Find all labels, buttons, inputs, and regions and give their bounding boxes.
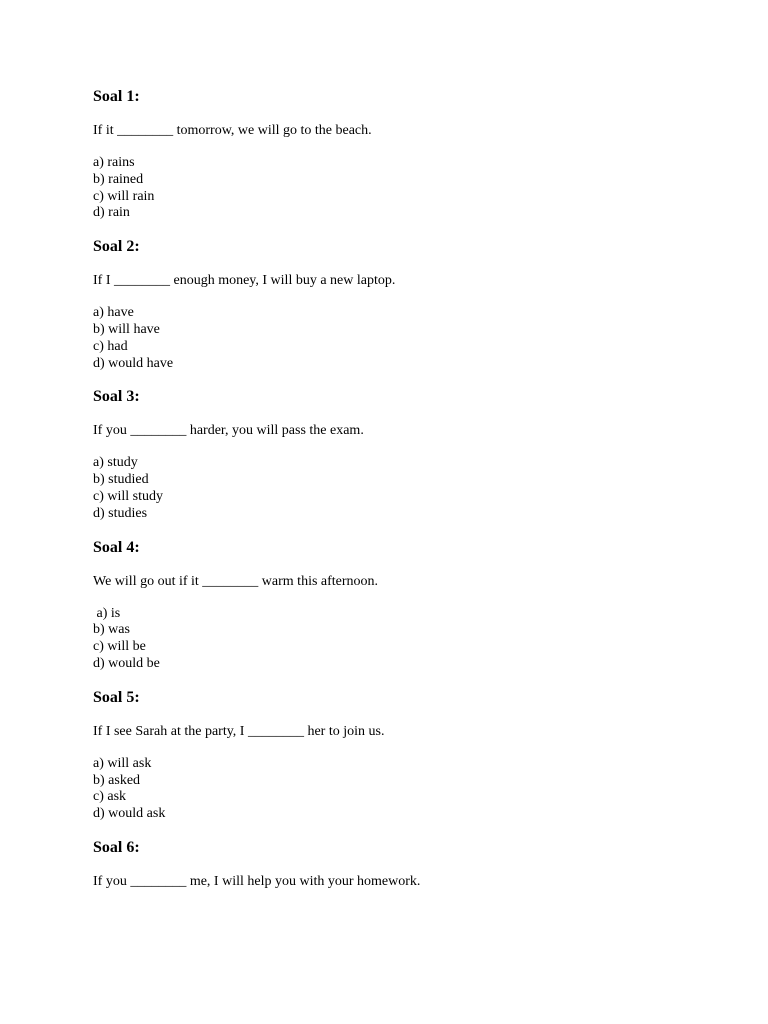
option-a: a) will ask [93, 755, 152, 771]
question-2 [93, 237, 713, 372]
answer-options [93, 455, 713, 522]
option-c: c) will rain [93, 188, 155, 204]
option-a: a) have [93, 305, 134, 321]
option-d: d) studies [93, 505, 148, 521]
answer-options [93, 155, 713, 222]
option-d: d) would ask [93, 806, 166, 822]
option-b: b) was [93, 622, 130, 638]
answer-options [93, 756, 713, 823]
option-d: d) would be [93, 655, 160, 671]
question-5 [93, 688, 713, 823]
question-title: Soal 3: [93, 388, 140, 406]
option-a: a) is [93, 605, 121, 621]
question-3 [93, 387, 713, 522]
option-c: c) will study [93, 488, 163, 504]
question-title: Soal 5: [93, 688, 140, 706]
answer-options [93, 606, 713, 673]
option-b: b) rained [93, 171, 144, 187]
option-b: b) will have [93, 321, 160, 337]
question-text: We will go out if it ________ warm this afternoon. [93, 573, 379, 589]
option-b: b) asked [93, 772, 141, 788]
question-6 [93, 838, 713, 891]
question-title: Soal 6: [93, 838, 140, 856]
answer-options [93, 305, 713, 372]
question-title: Soal 4: [93, 538, 140, 556]
option-d: d) would have [93, 355, 174, 371]
document-page [93, 87, 713, 891]
option-c: c) had [93, 338, 128, 354]
option-d: d) rain [93, 205, 130, 221]
question-text: If you ________ me, I will help you with your homework. [93, 873, 421, 889]
option-a: a) study [93, 455, 138, 471]
question-text: If it ________ tomorrow, we will go to the beach. [93, 123, 372, 138]
question-text: If you ________ harder, you will pass the exam. [93, 423, 364, 439]
question-title: Soal 1: [93, 88, 140, 105]
question-text: If I see Sarah at the party, I ________ her to join us. [93, 723, 385, 739]
question-text: If I ________ enough money, I will buy a new laptop. [93, 273, 396, 289]
option-c: c) ask [93, 789, 127, 805]
option-c: c) will be [93, 639, 146, 655]
option-a: a) rains [93, 155, 135, 170]
question-1 [93, 87, 713, 222]
question-4 [93, 538, 713, 673]
option-b: b) studied [93, 472, 149, 488]
question-title: Soal 2: [93, 238, 140, 256]
